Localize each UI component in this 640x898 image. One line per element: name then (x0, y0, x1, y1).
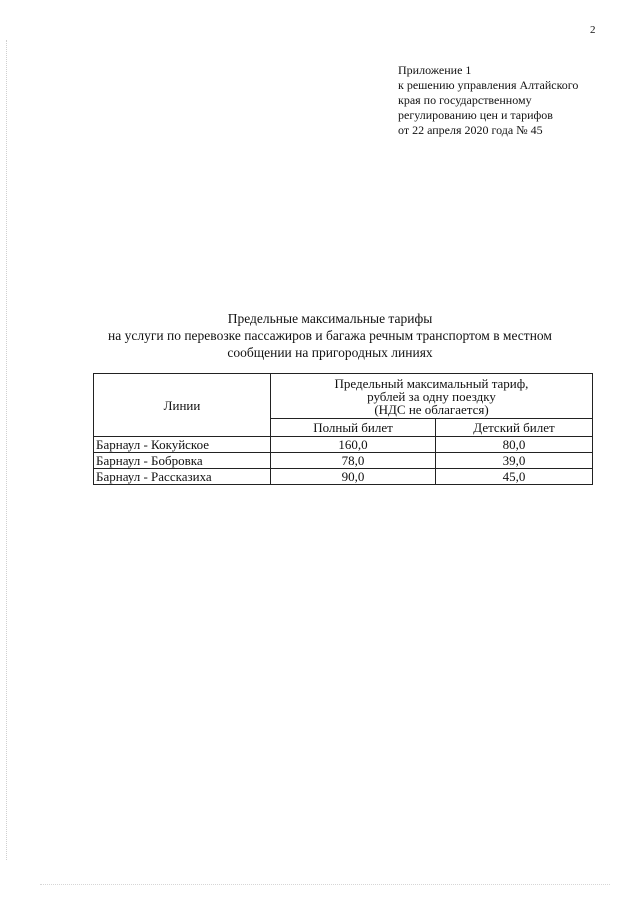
appendix-line: к решению управления Алтайского (398, 78, 579, 92)
page-number: 2 (590, 24, 596, 36)
row-full-price: 78,0 (271, 453, 436, 469)
tariffs-table (93, 373, 593, 485)
row-child-price: 45,0 (436, 469, 593, 485)
title-line: сообщении на пригородных линиях (227, 345, 433, 360)
header-tariff-line: рублей за одну поездку (367, 388, 496, 404)
header-tariff-line: (НДС не облагается) (374, 401, 489, 417)
table-row (94, 437, 593, 453)
table-row (94, 469, 593, 485)
appendix-block (398, 63, 628, 138)
header-lines: Линии (94, 374, 271, 437)
appendix-line: от 22 апреля 2020 года № 45 (398, 123, 543, 137)
table-header-row (94, 374, 593, 419)
document-title (80, 310, 580, 361)
appendix-line: края по государственному (398, 93, 532, 107)
table-row (94, 453, 593, 469)
row-full-price: 160,0 (271, 437, 436, 453)
title-line: Предельные максимальные тарифы (227, 311, 433, 326)
header-tariff (271, 374, 593, 419)
row-line: Барнаул - Бобровка (94, 453, 271, 469)
row-child-price: 39,0 (436, 453, 593, 469)
header-full-ticket: Полный билет (271, 419, 436, 437)
header-child-ticket: Детский билет (436, 419, 593, 437)
appendix-line: Приложение 1 (398, 63, 472, 77)
row-full-price: 90,0 (271, 469, 436, 485)
row-child-price: 80,0 (436, 437, 593, 453)
scan-edge-left (6, 40, 7, 860)
header-tariff-line: Предельный максимальный тариф, (334, 375, 529, 391)
title-line: на услуги по перевозке пассажиров и багажа речным транспортом в местном (108, 328, 552, 343)
row-line: Барнаул - Рассказиха (94, 469, 271, 485)
row-line: Барнаул - Кокуйское (94, 437, 271, 453)
scan-edge-bottom (40, 884, 610, 885)
appendix-line: регулированию цен и тарифов (398, 108, 553, 122)
